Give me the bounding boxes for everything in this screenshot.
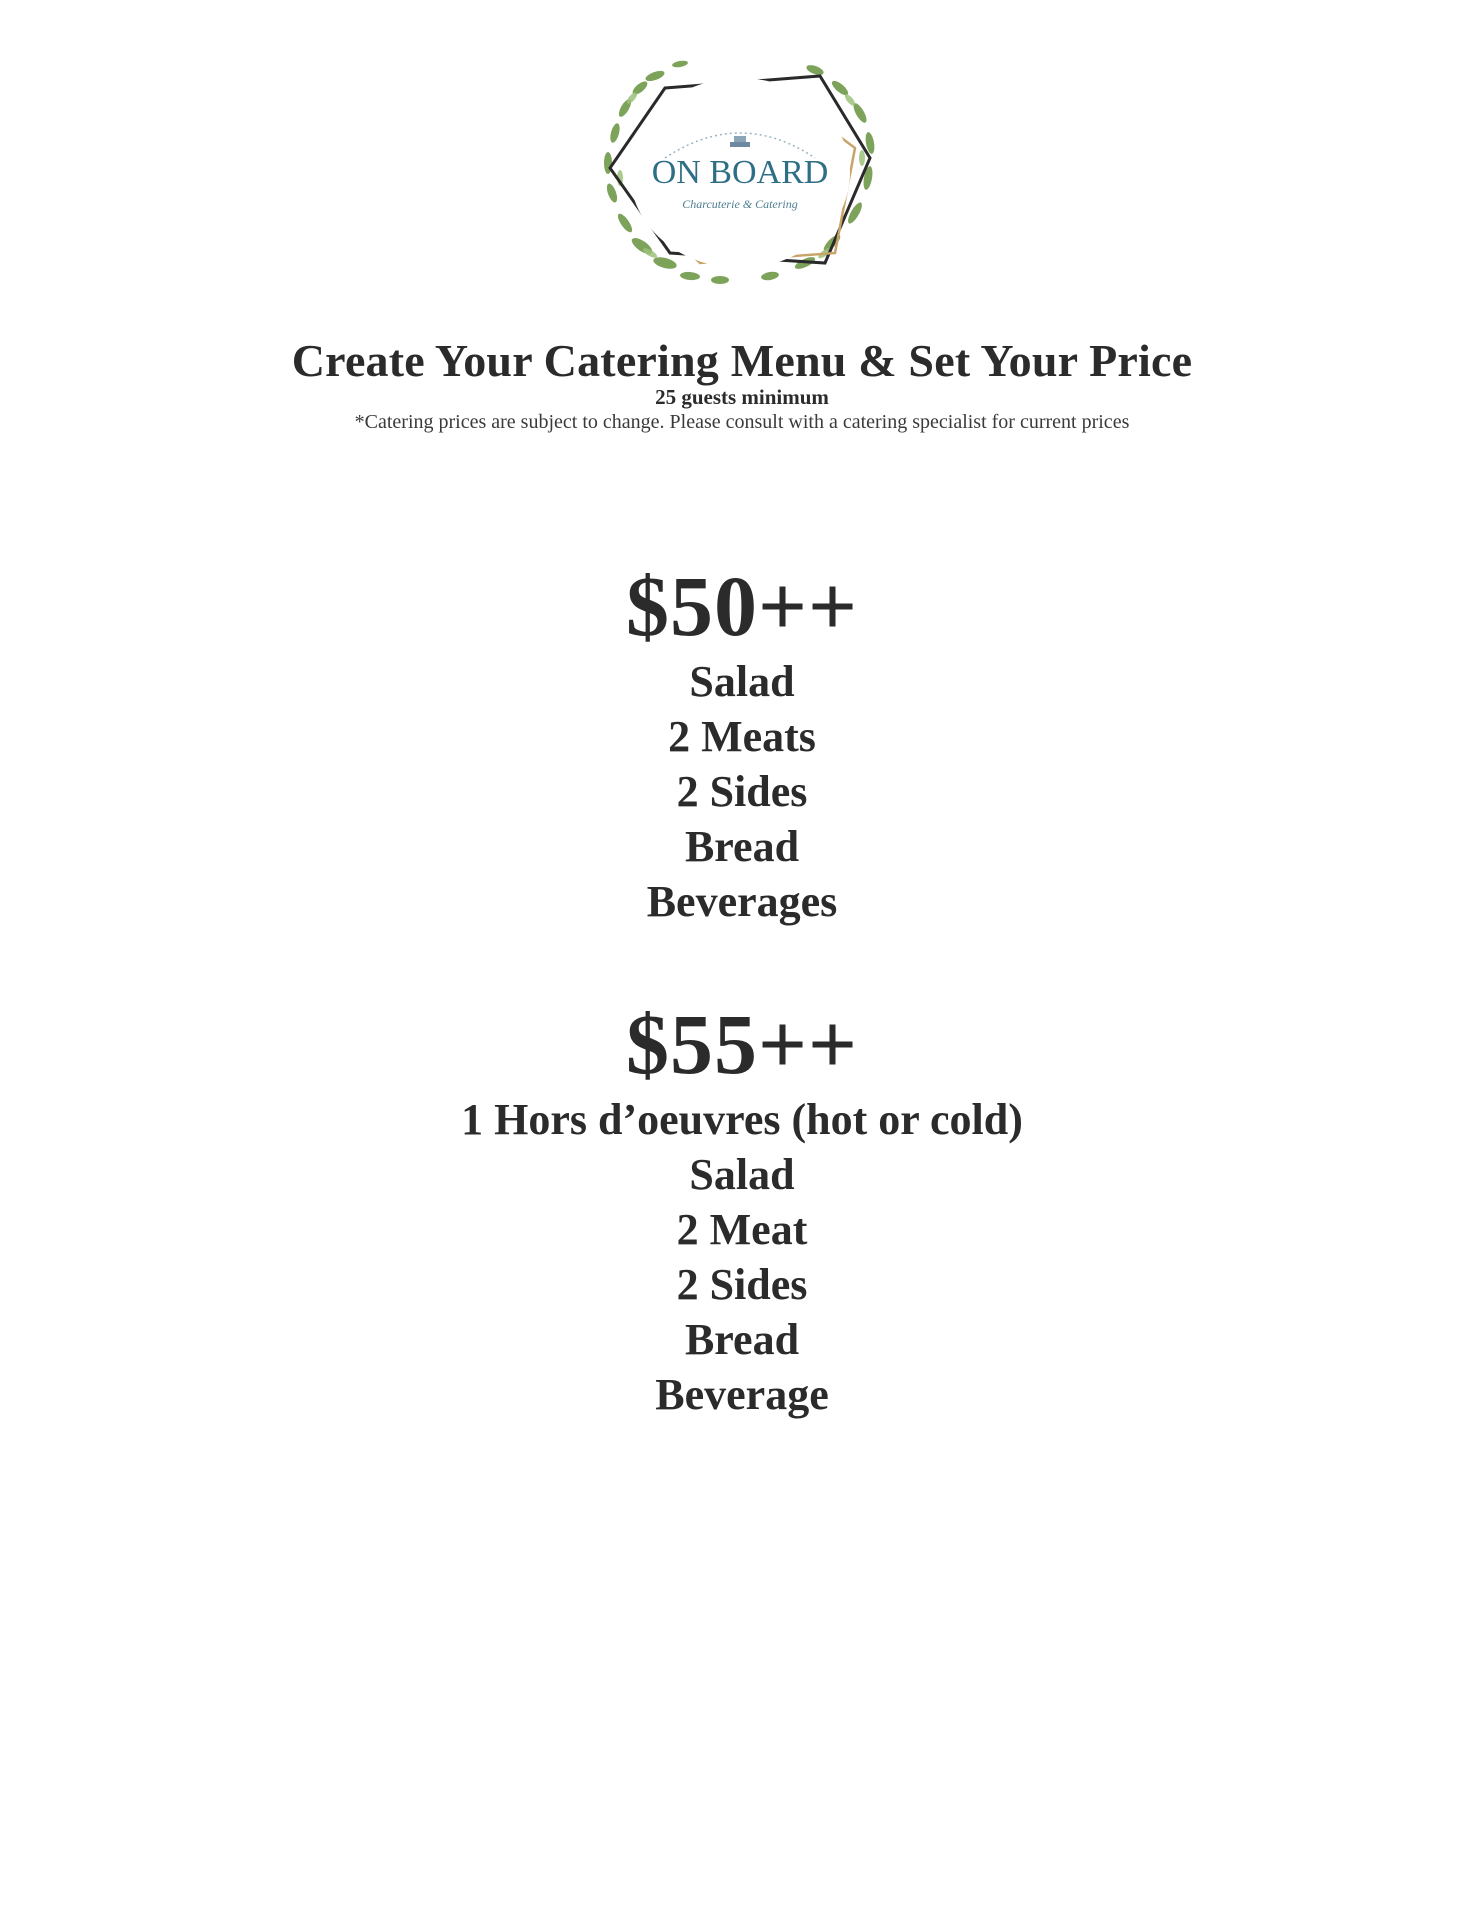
package-item: Beverages — [646, 877, 838, 926]
package-item: Bread — [684, 1315, 800, 1364]
package-item: Salad — [689, 1150, 795, 1199]
package-items — [0, 1092, 1484, 1422]
package-item: 2 Meat — [676, 1205, 808, 1254]
menu-header — [0, 333, 1484, 435]
package-item: 2 Sides — [676, 767, 808, 816]
package-price: $55++ — [625, 996, 858, 1092]
package-item: 1 Hors d’oeuvres (hot or cold) — [461, 1095, 1023, 1144]
package-price: $50++ — [625, 558, 858, 654]
package-item: Salad — [689, 657, 795, 706]
price-disclaimer: *Catering prices are subject to change. Please consult with a catering specialist for current prices — [354, 411, 1130, 433]
guests-minimum: 25 guests minimum — [655, 385, 829, 409]
package-55 — [0, 996, 1484, 1422]
package-items — [0, 654, 1484, 929]
logo-graphic — [570, 48, 910, 298]
package-item: 2 Meats — [668, 712, 816, 761]
page-title: Create Your Catering Menu & Set Your Price — [291, 335, 1193, 386]
logo-tagline-text: Charcuterie & Catering — [682, 197, 798, 211]
logo-brand-text: ON BOARD — [651, 154, 829, 191]
package-item: 2 Sides — [676, 1260, 808, 1309]
on-board-logo — [570, 48, 910, 298]
package-50 — [0, 558, 1484, 929]
package-item: Beverage — [655, 1370, 829, 1419]
package-item: Bread — [684, 822, 800, 871]
